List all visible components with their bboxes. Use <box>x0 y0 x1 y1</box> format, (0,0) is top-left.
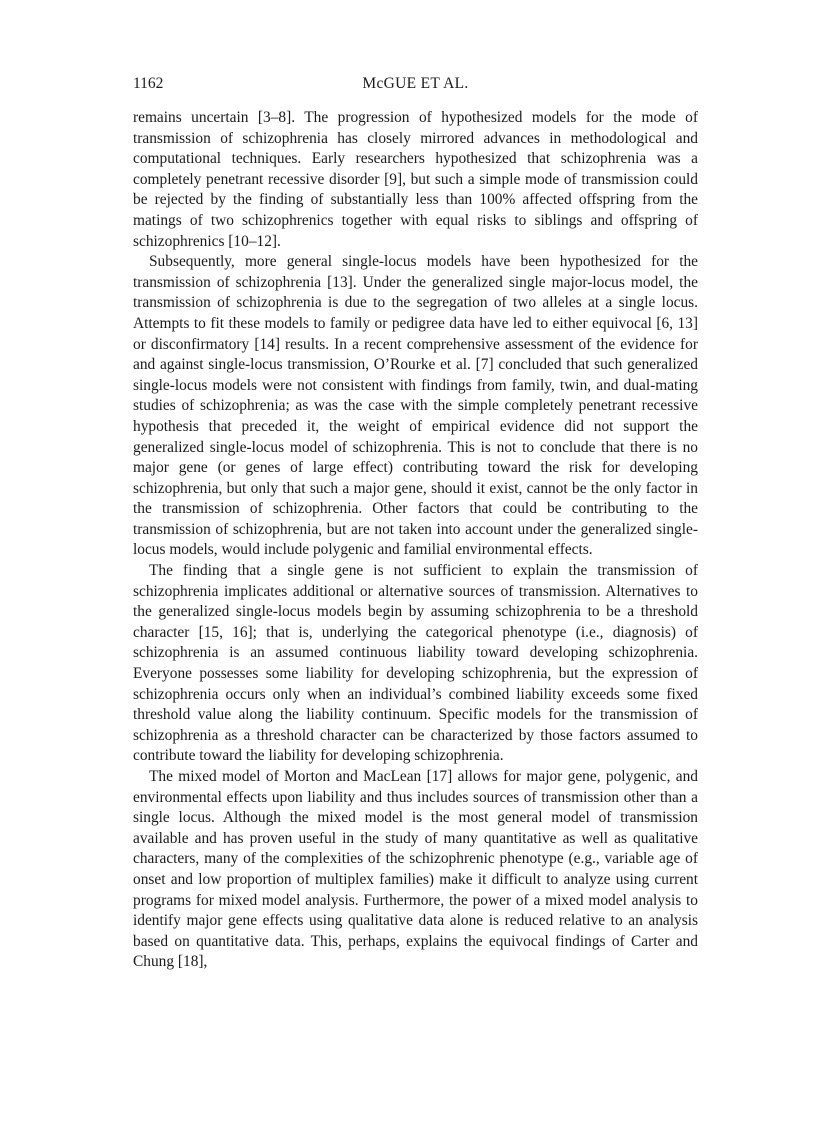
paragraph-4: The mixed model of Morton and MacLean [17] allows for major gene, polygenic, and environmental effects upon liability and thus includes sources of transmission other than a single locus. Although the mixed model is the most general model of transmission available and has proven useful in the study of many quantitative as well as qualitative characters, many of the complexities of the schizophrenic phenotype (e.g., variable age of onset and low proportion of multiplex families) make it difficult to analyze using current programs for mixed model analysis. Furthermore, the power of a mixed model analysis to identify major gene effects using qualitative data alone is reduced relative to an analysis based on quantitative data. This, perhaps, explains the equivocal findings of Carter and Chung [18], <box>133 768 698 971</box>
page-number: 1162 <box>133 75 164 92</box>
running-head: McGUE ET AL. <box>362 75 469 92</box>
article-body <box>133 108 698 973</box>
journal-page <box>133 75 698 973</box>
paragraph-1: remains uncertain [3–8]. The progression of hypothesized models for the mode of transmission of schizophrenia has closely mirrored advances in methodological and computational techniques. Early researchers hypothesized that schizophrenia was a completely penetrant recessive disorder [9], but such a simple mode of transmission could be rejected by the finding of substantially less than 100% affected offspring from the matings of two schizophrenics together with equal risks to siblings and offspring of schizophrenics [10–12]. <box>133 109 698 250</box>
page-header <box>133 75 698 99</box>
paragraph-2: Subsequently, more general single-locus models have been hypothesized for the transmission of schizophrenia [13]. Under the generalized single major-locus model, the transmission of schizophrenia is due to the segregation of two alleles at a single locus. Attempts to fit these models to family or pedigree data have led to either equivocal [6, 13] or disconfirmatory [14] results. In a recent comprehensive assessment of the evidence for and against single-locus transmission, O’Rourke et al. [7] concluded that such generalized single-locus models were not consistent with findings from family, twin, and dual-mating studies of schizophrenia; as was the case with the simple completely penetrant recessive hypothesis that preceded it, the weight of empirical evidence did not support the generalized single-locus model of schizophrenia. This is not to conclude that there is no major gene (or genes of large effect) contributing toward the risk for developing schizophrenia, but only that such a major gene, should it exist, cannot be the only factor in the transmission of schizophrenia. Other factors that could be contributing to the transmission of schizophrenia, but are not taken into account under the generalized single-locus models, would include polygenic and familial environmental effects. <box>133 253 698 559</box>
paragraph-3: The finding that a single gene is not sufficient to explain the transmission of schizophrenia implicates additional or alternative sources of transmission. Alternatives to the generalized single-locus models begin by assuming schizophrenia to be a threshold character [15, 16]; that is, underlying the categorical phenotype (i.e., diagnosis) of schizophrenia is an assumed continuous liability toward developing schizophrenia. Everyone possesses some liability for developing schizophrenia, but the expression of schizophrenia occurs only when an individual’s combined liability exceeds some fixed threshold value along the liability continuum. Specific models for the transmission of schizophrenia as a threshold character can be characterized by those factors assumed to contribute toward the liability for developing schizophrenia. <box>133 562 698 765</box>
